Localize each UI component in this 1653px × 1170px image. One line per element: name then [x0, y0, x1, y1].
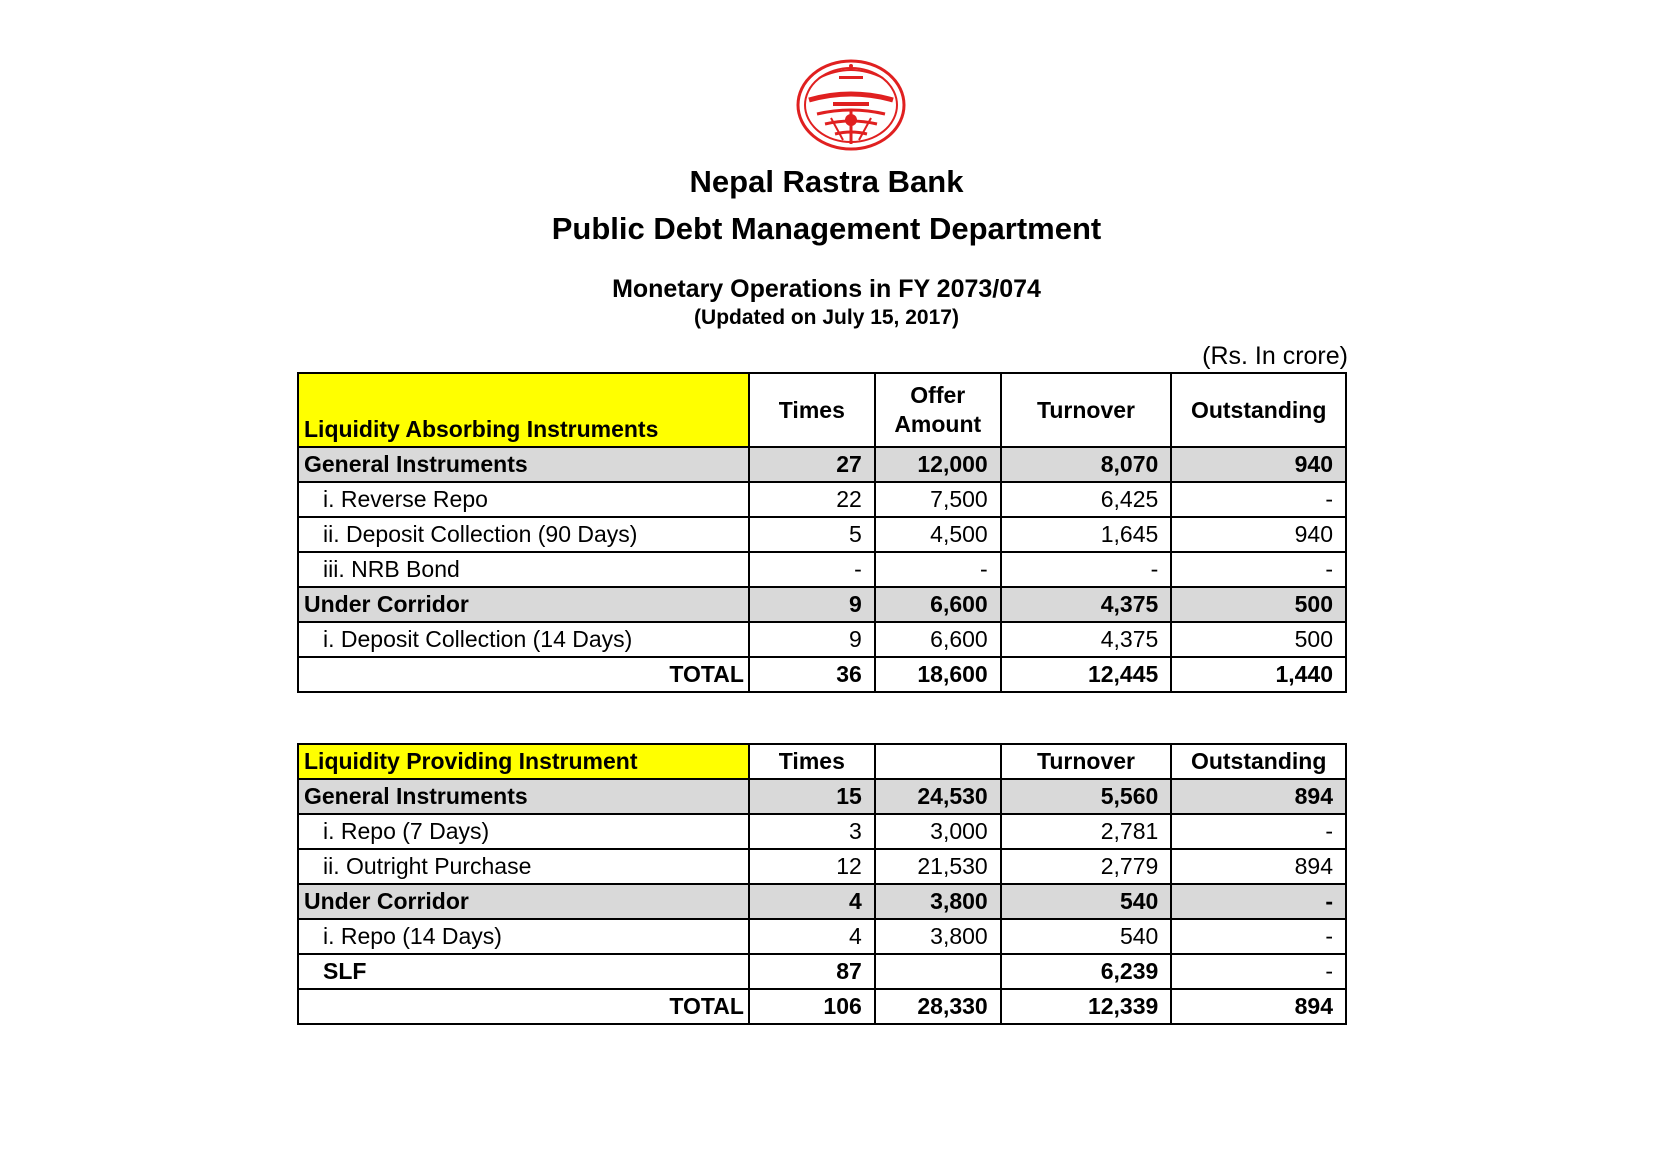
table-row: iii. NRB Bond - - - - — [298, 552, 1346, 587]
bank-name: Nepal Rastra Bank — [689, 164, 964, 199]
col-offer-amount — [875, 744, 1001, 779]
total-row: TOTAL 36 18,600 12,445 1,440 — [298, 657, 1346, 692]
total-row: TOTAL 106 28,330 12,339 894 — [298, 989, 1346, 1024]
unit-label: (Rs. In crore) — [1202, 342, 1348, 370]
col-times: Times — [749, 373, 875, 447]
table-row: ii. Outright Purchase 12 21,530 2,779 894 — [298, 849, 1346, 884]
table-row: ii. Deposit Collection (90 Days) 5 4,500 1,645 940 — [298, 517, 1346, 552]
table-row: SLF 87 6,239 - — [298, 954, 1346, 989]
table-row: i. Deposit Collection (14 Days) 9 6,600 4,375 500 — [298, 622, 1346, 657]
department-name: Public Debt Management Department — [551, 211, 1102, 246]
col-turnover: Turnover — [1001, 744, 1172, 779]
table-row: i. Repo (14 Days) 4 3,800 540 - — [298, 919, 1346, 954]
col-outstanding: Outstanding — [1171, 744, 1346, 779]
col-outstanding: Outstanding — [1171, 373, 1346, 447]
table-header-row — [298, 373, 1346, 447]
liquidity-absorbing-table — [297, 372, 1347, 693]
col-times: Times — [749, 744, 875, 779]
updated-date: (Updated on July 15, 2017) — [694, 306, 959, 329]
absorbing-title: Liquidity Absorbing Instruments — [298, 373, 749, 447]
col-offer-amount: Offer Amount — [875, 373, 1001, 447]
report-title: Monetary Operations in FY 2073/074 — [612, 275, 1041, 303]
table-row: Under Corridor 9 6,600 4,375 500 — [298, 587, 1346, 622]
table-row: i. Repo (7 Days) 3 3,000 2,781 - — [298, 814, 1346, 849]
col-turnover: Turnover — [1001, 373, 1172, 447]
table-header-row — [298, 744, 1346, 779]
table-row: General Instruments 27 12,000 8,070 940 — [298, 447, 1346, 482]
providing-title: Liquidity Providing Instrument — [298, 744, 749, 779]
liquidity-providing-table — [297, 743, 1347, 1025]
nepal-rastra-bank-emblem-icon — [795, 58, 907, 152]
table-row: i. Reverse Repo 22 7,500 6,425 - — [298, 482, 1346, 517]
table-row: General Instruments 15 24,530 5,560 894 — [298, 779, 1346, 814]
table-row: Under Corridor 4 3,800 540 - — [298, 884, 1346, 919]
